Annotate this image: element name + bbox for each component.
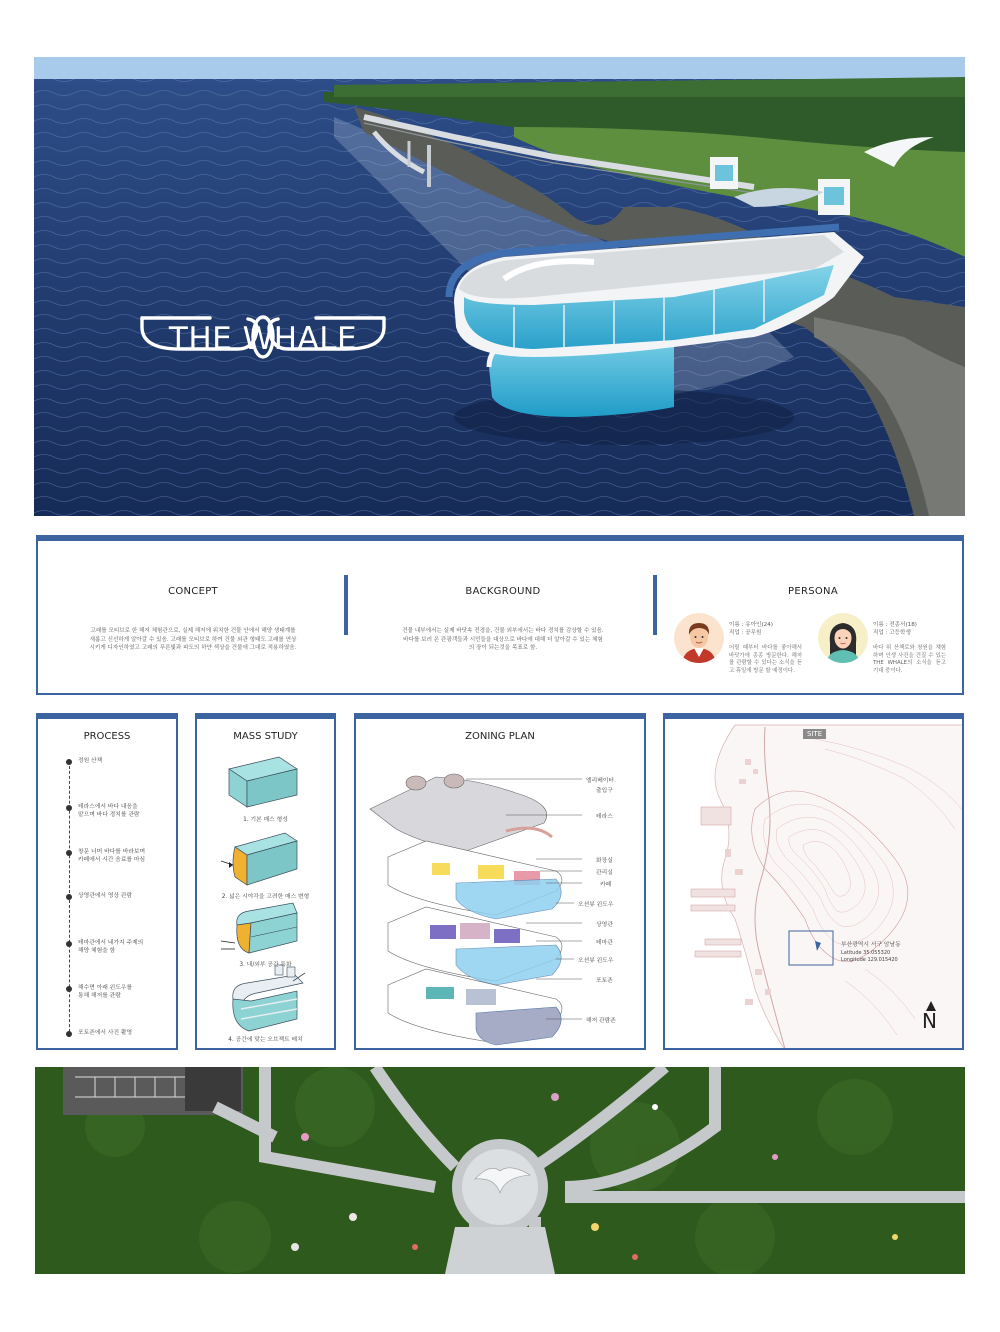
zone-label: 카페 bbox=[600, 882, 612, 888]
persona-1-name: 이름 : 유아인(24) bbox=[729, 622, 773, 628]
zone-label: 오션뷰 윈도우 bbox=[578, 902, 614, 908]
site-location: 부산광역시 서구 암남동 bbox=[841, 942, 901, 948]
background-body bbox=[378, 627, 628, 653]
man-avatar-icon bbox=[674, 613, 724, 663]
process-step bbox=[78, 984, 173, 1000]
mass-study-title: MASS STUDY bbox=[233, 731, 298, 742]
zone-label: 관리실 bbox=[596, 870, 613, 876]
logo bbox=[140, 315, 386, 357]
mass-step-label: 4. 공간에 맞는 오브젝트 배치 bbox=[228, 1037, 303, 1043]
divider bbox=[653, 575, 657, 635]
logo-text: THE WHALE bbox=[168, 321, 358, 357]
persona-2-desc: 바다 위 산책로와 창원을 체험하며 인생 사진을 건질 수 있는 THE WHALE의 소식을 듣고 기대 중이다. bbox=[873, 645, 946, 674]
info-panel bbox=[36, 535, 964, 695]
site-tag: SITE bbox=[803, 729, 826, 739]
step-dot bbox=[66, 986, 72, 992]
north-label: N bbox=[922, 1009, 937, 1033]
concept-line: 고래를 모티브로 한 해저 체험관으로, 실제 해저에 위치한 건물 안에서 해양 생태계를 bbox=[90, 628, 296, 634]
persona-2-name: 이름 : 전종서(18) bbox=[873, 622, 917, 628]
step-dot bbox=[66, 805, 72, 811]
zone-label: 화장실 bbox=[596, 858, 613, 864]
woman-avatar-icon bbox=[818, 613, 868, 663]
site-map bbox=[665, 719, 964, 1050]
aerial-render bbox=[35, 1067, 965, 1274]
site-longitude: Longitude 129.015420 bbox=[841, 957, 898, 963]
concept-line: 새롭고 신선하게 알아갈 수 있음. 고래를 모티브로 하여 건물 외관 형태도 고래를 연상 bbox=[89, 636, 297, 643]
process-step bbox=[78, 803, 173, 819]
site-latitude: Latitude 35.055320 bbox=[841, 950, 891, 956]
process-step bbox=[78, 1029, 173, 1037]
step-line: 해수면 아래 윈도우를 bbox=[78, 985, 133, 991]
mass-step-label: 1. 기본 매스 형성 bbox=[243, 817, 288, 823]
step-line: 정원 산책 bbox=[78, 758, 103, 764]
zone-label: 출입구 bbox=[596, 788, 613, 794]
hero-render bbox=[34, 57, 965, 516]
zone-label: 테마관 bbox=[596, 940, 613, 946]
zone-label: 테라스 bbox=[596, 814, 613, 820]
concept-title: CONCEPT bbox=[168, 586, 218, 597]
step-line: 포토존에서 사진 촬영 bbox=[78, 1030, 133, 1036]
mass-step-label: 2. 넓은 시야각을 고려한 매스 변형 bbox=[221, 894, 310, 900]
background-line: 건물 내부에서는 실제 바닷속 전경을, 건물 외부에서는 바다 경치를 감상할 수 있음. bbox=[402, 628, 604, 634]
step-line: 테라스에서 바다 내음을 bbox=[78, 804, 138, 810]
zone-label: 포토존 bbox=[596, 978, 613, 984]
zone-label: 해저 관람존 bbox=[586, 1018, 616, 1024]
step-line: 테마관에서 네가지 주제의 bbox=[78, 940, 144, 946]
concept-body bbox=[68, 627, 318, 653]
background-line: 의 장이 되는것을 목표로 함. bbox=[468, 645, 538, 652]
process-step bbox=[78, 892, 173, 900]
process-panel bbox=[36, 713, 178, 1050]
persona-1-job: 직업 : 공무원 bbox=[729, 630, 762, 636]
step-line: 맡으며 바다 경치를 관람 bbox=[78, 812, 140, 818]
mass-study-panel bbox=[195, 713, 336, 1050]
process-step bbox=[78, 757, 173, 765]
aerial-scene bbox=[35, 1067, 965, 1274]
zoning-plan-title: ZONING PLAN bbox=[465, 731, 535, 742]
step-line: 카페에서 시간 음료를 마심 bbox=[78, 857, 146, 863]
step-dot bbox=[66, 850, 72, 856]
concept-line: 시키게 디자인하였고 고래의 푸른빛과 파도의 하얀 색상을 건물에 그대로 적용하였음. bbox=[89, 645, 297, 652]
step-dot bbox=[66, 941, 72, 947]
process-step bbox=[78, 939, 173, 955]
mass-study-drawing bbox=[197, 753, 336, 1050]
background-line: 바다를 보러 온 관광객들과 시민들을 대상으로 바다에 대해 더 알아갈 수 있는 체험 bbox=[403, 636, 603, 643]
persona-title: PERSONA bbox=[788, 586, 838, 597]
step-line: 해양 체험을 함 bbox=[78, 948, 116, 954]
avatar-female bbox=[818, 613, 868, 663]
hero-scene bbox=[34, 57, 965, 516]
zoning-plan-panel bbox=[354, 713, 646, 1050]
whale-logo-icon bbox=[140, 315, 386, 359]
divider bbox=[344, 575, 348, 635]
persona-1-desc: 어릴 때부터 바다를 좋아해서 바닷가에 종종 방문한다. 해저를 관람할 수 있다는 소식을 듣고 휴일에 방문 할 예정이다. bbox=[729, 645, 802, 674]
site-panel bbox=[663, 713, 964, 1050]
step-dot bbox=[66, 894, 72, 900]
background-title: BACKGROUND bbox=[465, 586, 541, 597]
zone-label: 오션뷰 윈도우 bbox=[578, 958, 614, 964]
step-line: 상영관에서 영상 관람 bbox=[78, 893, 133, 899]
mass-step-label: 3. 내/외부 공간 특화 bbox=[239, 962, 292, 968]
step-dot bbox=[66, 759, 72, 765]
process-step bbox=[78, 848, 173, 864]
zone-label: 상영관 bbox=[596, 922, 613, 928]
zone-label: 엘리베이터 bbox=[586, 778, 614, 784]
step-dot bbox=[66, 1031, 72, 1037]
step-line: 통해 해저를 관람 bbox=[78, 993, 121, 999]
step-line: 창문 너머 바다를 바라보며 bbox=[78, 849, 146, 855]
process-title: PROCESS bbox=[83, 731, 131, 742]
avatar-male bbox=[674, 613, 724, 663]
persona-2-job: 직업 : 고등학생 bbox=[873, 630, 911, 636]
